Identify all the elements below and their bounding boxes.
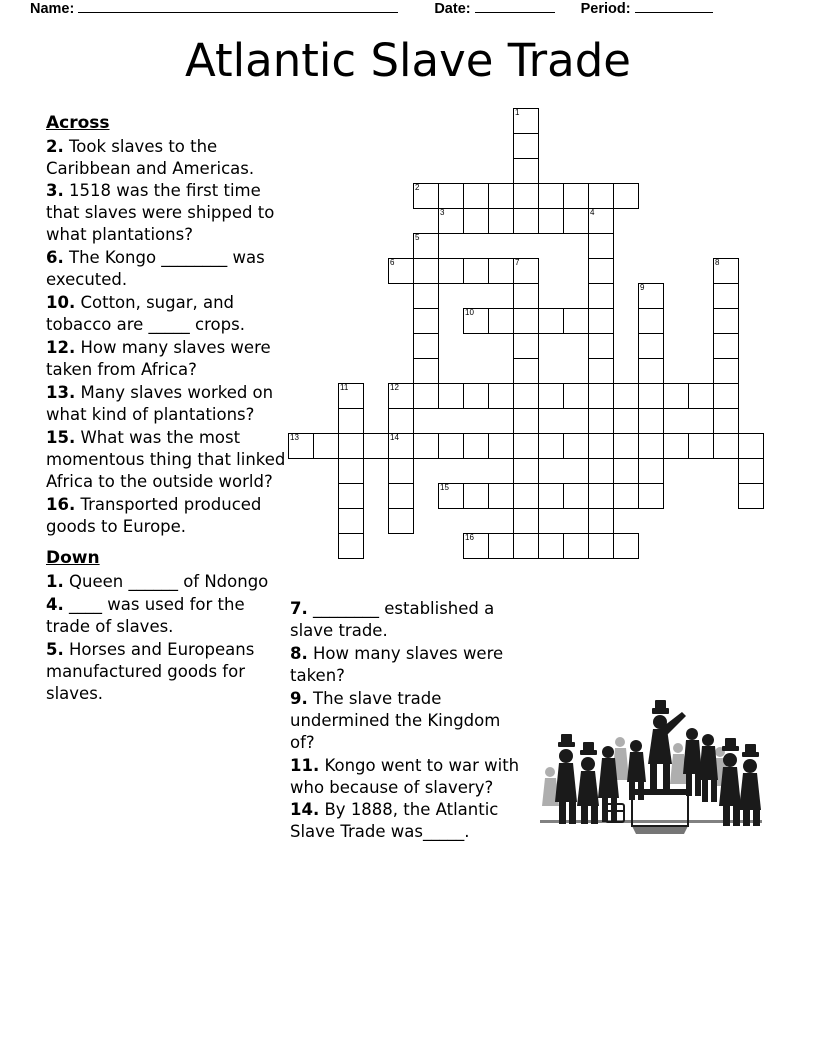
crossword-cell-number: 11	[340, 383, 349, 392]
crossword-cell[interactable]	[563, 383, 589, 409]
clue-number: 16.	[46, 494, 76, 514]
clue-down-1	[46, 571, 292, 593]
period-label: Period:	[580, 1, 631, 17]
crossword-cell[interactable]	[463, 208, 489, 234]
crossword-cell[interactable]	[563, 483, 589, 509]
clue-number: 11.	[290, 755, 320, 775]
crossword-cell[interactable]	[538, 433, 564, 459]
crossword-cell[interactable]	[713, 408, 739, 434]
crossword-cell[interactable]	[563, 308, 589, 334]
clue-down-5	[46, 639, 292, 705]
clue-text: Kongo went to war with who because of slavery?	[290, 755, 520, 797]
crossword-cell[interactable]	[438, 183, 464, 209]
crossword-cell[interactable]	[713, 433, 739, 459]
crossword-cell[interactable]	[288, 433, 314, 459]
crossword-cell-number: 10	[465, 308, 474, 317]
crossword-cell[interactable]	[438, 258, 464, 284]
crossword-cell[interactable]	[638, 408, 664, 434]
crossword-cell[interactable]	[613, 533, 639, 559]
crossword-cell[interactable]	[638, 383, 664, 409]
crossword-cell[interactable]	[538, 183, 564, 209]
clue-down-14	[290, 799, 522, 843]
clue-text: Many slaves worked on what kind of plantations?	[46, 382, 274, 424]
clue-number: 15.	[46, 427, 76, 447]
clue-across-3	[46, 180, 292, 246]
clue-number: 13.	[46, 382, 76, 402]
crossword-cell[interactable]	[513, 408, 539, 434]
page-title: Atlantic Slave Trade	[185, 34, 631, 87]
crossword-cell[interactable]	[413, 233, 439, 259]
crossword-cell[interactable]	[513, 508, 539, 534]
crossword-cell[interactable]	[513, 533, 539, 559]
crossword-cell[interactable]	[413, 283, 439, 309]
clues-column-left	[46, 112, 292, 706]
crossword-cell[interactable]	[588, 258, 614, 284]
clue-across-13	[46, 382, 292, 426]
crossword-cell[interactable]	[388, 458, 414, 484]
crossword-cell[interactable]	[463, 483, 489, 509]
crossword-grid[interactable]	[288, 108, 788, 590]
crossword-cell[interactable]	[588, 508, 614, 534]
clue-text: 1518 was the first time that slaves were shipped to what plantations?	[46, 181, 275, 245]
crossword-cell-number: 7	[515, 258, 520, 267]
crossword-cell[interactable]	[513, 108, 539, 134]
crossword-cell[interactable]	[638, 358, 664, 384]
crossword-cell[interactable]	[513, 333, 539, 359]
crossword-cell-number: 6	[390, 258, 395, 267]
clue-text: What was the most momentous thing that linked Africa to the outside world?	[46, 427, 286, 491]
crossword-cell[interactable]	[738, 433, 764, 459]
crossword-cell[interactable]	[588, 433, 614, 459]
crossword-cell[interactable]	[563, 208, 589, 234]
clue-text: How many slaves were taken?	[290, 643, 504, 685]
crossword-cell[interactable]	[713, 258, 739, 284]
crossword-cell[interactable]	[538, 483, 564, 509]
crossword-cell[interactable]	[588, 233, 614, 259]
crossword-cell[interactable]	[513, 433, 539, 459]
crossword-cell[interactable]	[588, 383, 614, 409]
crossword-cell[interactable]	[713, 383, 739, 409]
down-heading: Down	[46, 548, 100, 569]
crossword-cell[interactable]	[588, 333, 614, 359]
crossword-cell[interactable]	[588, 283, 614, 309]
slave-auction-engraving-illustration	[532, 694, 770, 848]
crossword-cell[interactable]	[438, 483, 464, 509]
crossword-cell[interactable]	[713, 283, 739, 309]
clue-number: 7.	[290, 599, 308, 618]
crossword-cell[interactable]	[338, 408, 364, 434]
crossword-cell[interactable]	[638, 458, 664, 484]
clue-text: ____ was used for the trade of slaves.	[46, 595, 245, 636]
crossword-cell[interactable]	[588, 458, 614, 484]
clue-down-11	[290, 755, 522, 799]
clue-across-10	[46, 292, 292, 336]
clue-down-7	[290, 598, 522, 642]
clue-text: Transported produced goods to Europe.	[46, 494, 262, 536]
crossword-cell[interactable]	[563, 183, 589, 209]
crossword-cell[interactable]	[588, 208, 614, 234]
crossword-cell[interactable]	[338, 508, 364, 534]
clue-number: 2.	[46, 136, 64, 156]
crossword-cell[interactable]	[338, 433, 364, 459]
crossword-cell[interactable]	[513, 208, 539, 234]
crossword-cell-number: 5	[415, 233, 420, 242]
crossword-cell[interactable]	[463, 383, 489, 409]
crossword-cell[interactable]	[488, 383, 514, 409]
crossword-cell[interactable]	[638, 333, 664, 359]
crossword-cell[interactable]	[413, 333, 439, 359]
crossword-cell[interactable]	[588, 533, 614, 559]
crossword-cell[interactable]	[488, 433, 514, 459]
period-field-group	[581, 0, 713, 17]
crossword-cell[interactable]	[413, 383, 439, 409]
crossword-cell[interactable]	[413, 358, 439, 384]
crossword-cell[interactable]	[613, 183, 639, 209]
crossword-cell[interactable]	[463, 258, 489, 284]
clue-number: 4.	[46, 595, 64, 615]
crossword-cell[interactable]	[463, 308, 489, 334]
crossword-cell[interactable]	[588, 183, 614, 209]
clue-text: Queen ______ of Ndongo	[69, 572, 269, 592]
crossword-cell-number: 16	[465, 533, 474, 542]
clue-text: Took slaves to the Caribbean and Americas.	[46, 136, 255, 178]
clue-number: 12.	[46, 338, 76, 358]
crossword-cell-number: 14	[390, 433, 399, 442]
crossword-cell-number: 13	[290, 433, 299, 442]
clue-number: 5.	[46, 639, 64, 659]
crossword-cell[interactable]	[338, 383, 364, 409]
crossword-cell[interactable]	[488, 183, 514, 209]
crossword-cell[interactable]	[513, 183, 539, 209]
crossword-cell[interactable]	[388, 408, 414, 434]
crossword-cell[interactable]	[463, 533, 489, 559]
crossword-cell[interactable]	[688, 383, 714, 409]
date-input-line[interactable]	[475, 0, 555, 13]
crossword-cell[interactable]	[638, 483, 664, 509]
crossword-cell[interactable]	[488, 483, 514, 509]
crossword-cell[interactable]	[613, 383, 639, 409]
crossword-cell[interactable]	[688, 433, 714, 459]
clue-across-16	[46, 494, 292, 538]
name-field-group	[30, 0, 398, 17]
clue-text: How many slaves were taken from Africa?	[46, 338, 271, 379]
crossword-cell[interactable]	[738, 458, 764, 484]
clue-number: 10.	[46, 293, 76, 313]
crossword-cell[interactable]	[663, 433, 689, 459]
clue-number: 9.	[290, 688, 308, 708]
crossword-cell[interactable]	[513, 133, 539, 159]
crossword-cell[interactable]	[438, 383, 464, 409]
crossword-cell[interactable]	[713, 308, 739, 334]
crossword-cell[interactable]	[588, 358, 614, 384]
crossword-cell-number: 4	[590, 208, 595, 217]
crossword-cell[interactable]	[588, 408, 614, 434]
clue-text: The slave trade undermined the Kingdom of?	[290, 688, 501, 752]
clues-column-middle	[290, 598, 522, 844]
period-input-line[interactable]	[635, 0, 713, 13]
clue-number: 6.	[46, 248, 64, 268]
crossword-cell[interactable]	[438, 208, 464, 234]
crossword-cell-number: 9	[640, 283, 645, 292]
crossword-cell[interactable]	[363, 433, 389, 459]
across-heading: Across	[46, 113, 110, 133]
crossword-cell-number: 3	[440, 208, 445, 217]
crossword-cell[interactable]	[613, 483, 639, 509]
crossword-cell[interactable]	[613, 433, 639, 459]
clue-down-8	[290, 643, 522, 687]
crossword-cell[interactable]	[538, 383, 564, 409]
crossword-cell-number: 1	[515, 108, 520, 117]
crossword-cell[interactable]	[638, 283, 664, 309]
crossword-cell[interactable]	[488, 308, 514, 334]
date-label: Date:	[434, 1, 471, 17]
crossword-cell[interactable]	[513, 158, 539, 184]
crossword-cell[interactable]	[313, 433, 339, 459]
crossword-cell[interactable]	[563, 433, 589, 459]
clue-number: 3.	[46, 181, 64, 201]
crossword-cell[interactable]	[488, 533, 514, 559]
clue-number: 1.	[46, 572, 64, 592]
crossword-cell[interactable]	[563, 533, 589, 559]
crossword-cell[interactable]	[738, 483, 764, 509]
crossword-cell[interactable]	[488, 208, 514, 234]
crossword-cell[interactable]	[388, 483, 414, 509]
crossword-cell[interactable]	[338, 483, 364, 509]
clue-text: ________ established a slave trade.	[290, 599, 495, 640]
crossword-cell[interactable]	[663, 383, 689, 409]
crossword-cell-number: 2	[415, 183, 420, 192]
crossword-cell[interactable]	[413, 258, 439, 284]
crossword-cell[interactable]	[588, 308, 614, 334]
crossword-cell[interactable]	[463, 183, 489, 209]
name-label: Name:	[30, 1, 75, 17]
crossword-cell[interactable]	[588, 483, 614, 509]
clue-across-2	[46, 136, 292, 180]
crossword-cell[interactable]	[713, 333, 739, 359]
crossword-cell[interactable]	[338, 533, 364, 559]
crossword-cell[interactable]	[463, 433, 489, 459]
crossword-cell[interactable]	[513, 483, 539, 509]
crossword-cell[interactable]	[413, 433, 439, 459]
crossword-cell[interactable]	[388, 433, 414, 459]
clue-number: 14.	[290, 800, 320, 820]
name-input-line[interactable]	[78, 0, 398, 13]
clue-across-12	[46, 337, 292, 381]
crossword-cell[interactable]	[388, 258, 414, 284]
clue-down-4	[46, 594, 292, 638]
crossword-cell[interactable]	[638, 433, 664, 459]
crossword-cell[interactable]	[538, 533, 564, 559]
crossword-cell[interactable]	[513, 358, 539, 384]
crossword-cell[interactable]	[488, 258, 514, 284]
crossword-cell[interactable]	[438, 433, 464, 459]
date-field-group	[434, 0, 554, 17]
crossword-cell[interactable]	[713, 358, 739, 384]
crossword-cell[interactable]	[388, 383, 414, 409]
crossword-cell[interactable]	[338, 458, 364, 484]
clue-text: Horses and Europeans manufactured goods for slaves.	[46, 639, 255, 703]
crossword-cell[interactable]	[538, 208, 564, 234]
clue-text: By 1888, the Atlantic Slave Trade was_____.	[290, 800, 499, 842]
crossword-cell-number: 15	[440, 483, 449, 492]
crossword-cell[interactable]	[513, 308, 539, 334]
crossword-cell[interactable]	[388, 508, 414, 534]
clue-number: 8.	[290, 643, 308, 663]
clue-text: Cotton, sugar, and tobacco are _____ crops.	[46, 293, 245, 335]
clue-down-9	[290, 688, 522, 754]
crossword-cell[interactable]	[513, 383, 539, 409]
crossword-cell[interactable]	[513, 283, 539, 309]
clue-across-6	[46, 247, 292, 291]
crossword-cell[interactable]	[513, 258, 539, 284]
crossword-cell[interactable]	[513, 458, 539, 484]
crossword-cell-number: 8	[715, 258, 720, 267]
clue-across-15	[46, 427, 292, 493]
clue-text: The Kongo ________ was executed.	[46, 248, 265, 290]
crossword-cell[interactable]	[413, 183, 439, 209]
crossword-cell-number: 12	[390, 383, 399, 392]
crossword-cell[interactable]	[413, 308, 439, 334]
worksheet-header	[30, 0, 786, 22]
crossword-cell[interactable]	[638, 308, 664, 334]
crossword-cell[interactable]	[538, 308, 564, 334]
